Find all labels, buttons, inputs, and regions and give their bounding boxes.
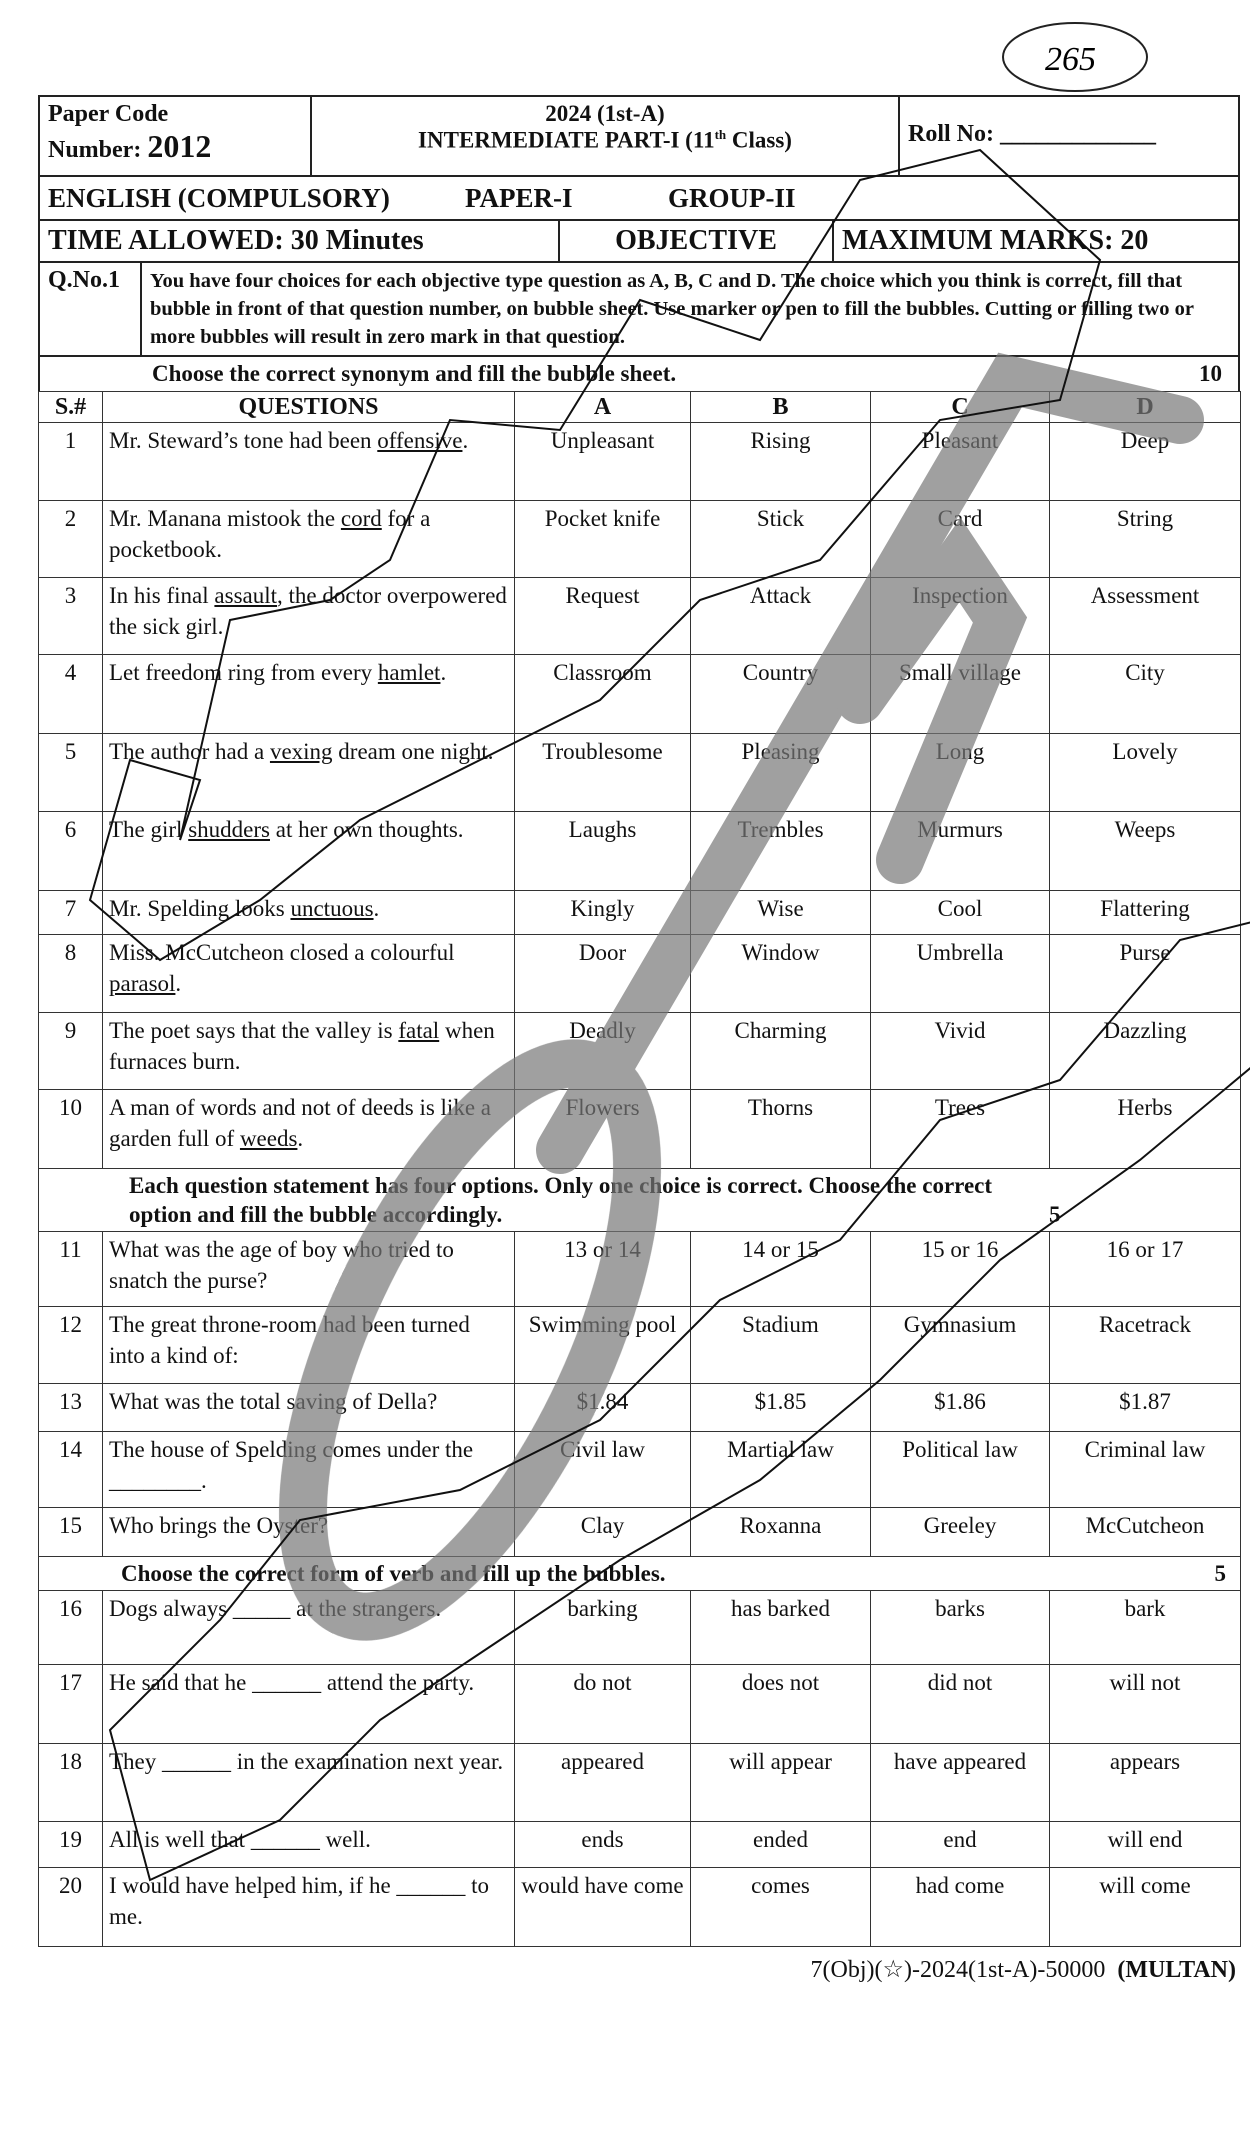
question-number: 20 xyxy=(39,1868,103,1947)
question-number: 19 xyxy=(39,1822,103,1868)
section-marks: 5 xyxy=(1214,1561,1226,1586)
option-a: Deadly xyxy=(515,1013,691,1090)
option-c: Vivid xyxy=(871,1013,1050,1090)
underlined-word: cord xyxy=(340,506,382,531)
option-d: Weeps xyxy=(1050,812,1241,891)
question-row xyxy=(39,1432,1241,1508)
section-marks: 10 xyxy=(1199,361,1222,386)
question-number: 11 xyxy=(39,1232,103,1307)
option-b: 14 or 15 xyxy=(691,1232,871,1307)
option-b: Stadium xyxy=(691,1307,871,1384)
column-header: S.# xyxy=(39,392,103,423)
paper-number: 2012 xyxy=(147,128,212,164)
section-1-heading xyxy=(38,355,1240,391)
option-a: Door xyxy=(515,935,691,1013)
column-header: C xyxy=(871,392,1050,423)
underlined-word: unctuous xyxy=(290,896,374,921)
option-d: Criminal law xyxy=(1050,1432,1241,1508)
option-a: Civil law xyxy=(515,1432,691,1508)
question-text: The author had a vexing dream one night. xyxy=(103,734,515,812)
option-b: Roxanna xyxy=(691,1508,871,1557)
option-d: $1.87 xyxy=(1050,1384,1241,1432)
option-a: 13 or 14 xyxy=(515,1232,691,1307)
option-d: Purse xyxy=(1050,935,1241,1013)
option-d: Assessment xyxy=(1050,578,1241,655)
instructions-text: You have four choices for each objective type question as A, B, C and D. The choice which you think is correct, fill that bubble in front of that question number, on bubble sheet. Use marker or pen to fill the bubbles. Cutting or filling two or more bubbles will result in zero mark in that question. xyxy=(140,263,1238,355)
question-text: Let freedom ring from every hamlet. xyxy=(103,655,515,734)
question-row xyxy=(39,1868,1241,1947)
question-number: 6 xyxy=(39,812,103,891)
option-c: Cool xyxy=(871,891,1050,935)
option-a: Swimming pool xyxy=(515,1307,691,1384)
option-a: would have come xyxy=(515,1868,691,1947)
question-text: Mr. Manana mistook the cord for a pocketbook. xyxy=(103,501,515,578)
option-c: Card xyxy=(871,501,1050,578)
underlined-word: vexing xyxy=(269,739,333,764)
option-a: Pocket knife xyxy=(515,501,691,578)
section-marks: 5 xyxy=(1049,1202,1061,1227)
question-row xyxy=(39,655,1241,734)
option-a: Clay xyxy=(515,1508,691,1557)
question-number: 13 xyxy=(39,1384,103,1432)
question-text: The house of Spelding comes under the ________. xyxy=(103,1432,515,1508)
option-b: Martial law xyxy=(691,1432,871,1508)
option-a: Laughs xyxy=(515,812,691,891)
option-c: Small village xyxy=(871,655,1050,734)
section-title: Choose the correct form of verb and fill up the bubbles. xyxy=(121,1561,666,1586)
option-c: 15 or 16 xyxy=(871,1232,1050,1307)
question-row xyxy=(39,1013,1241,1090)
question-row xyxy=(39,1665,1241,1744)
option-c: Gymnasium xyxy=(871,1307,1050,1384)
column-header: D xyxy=(1050,392,1241,423)
column-header: B xyxy=(691,392,871,423)
paper-code-label: Paper Code xyxy=(48,101,169,127)
option-c: have appeared xyxy=(871,1744,1050,1822)
option-b: Stick xyxy=(691,501,871,578)
instructions-row xyxy=(38,261,1240,355)
question-text: Who brings the Oyster? xyxy=(103,1508,515,1557)
option-a: Flowers xyxy=(515,1090,691,1169)
question-row xyxy=(39,1307,1241,1384)
question-number: 5 xyxy=(39,734,103,812)
option-c: Inspection xyxy=(871,578,1050,655)
question-number: 10 xyxy=(39,1090,103,1169)
underlined-word: offensive xyxy=(377,428,463,453)
section-title: Each question statement has four options. Only one choice is correct. Choose the correct option and fill the bubble accordingly. xyxy=(129,1173,993,1227)
option-b: will appear xyxy=(691,1744,871,1822)
option-c: Political law xyxy=(871,1432,1050,1508)
time-row xyxy=(38,219,1240,261)
option-d: Lovely xyxy=(1050,734,1241,812)
question-row xyxy=(39,734,1241,812)
option-b: ended xyxy=(691,1822,871,1868)
option-a: Unpleasant xyxy=(515,423,691,501)
option-b: Country xyxy=(691,655,871,734)
option-a: Request xyxy=(515,578,691,655)
question-row xyxy=(39,935,1241,1013)
option-b: does not xyxy=(691,1665,871,1744)
option-c: end xyxy=(871,1822,1050,1868)
question-text: He said that he ______ attend the party. xyxy=(103,1665,515,1744)
question-text: Miss. McCutcheon closed a colourful parasol. xyxy=(103,935,515,1013)
option-a: $1.84 xyxy=(515,1384,691,1432)
paper-label: PAPER-I xyxy=(465,182,573,213)
question-number: 9 xyxy=(39,1013,103,1090)
group-label: GROUP-II xyxy=(668,182,796,213)
question-number: Q.No.1 xyxy=(48,267,120,293)
option-c: had come xyxy=(871,1868,1050,1947)
question-number: 3 xyxy=(39,578,103,655)
question-row xyxy=(39,1508,1241,1557)
underlined-word: hamlet xyxy=(377,660,441,685)
option-d: Flattering xyxy=(1050,891,1241,935)
section-title: Choose the correct synonym and fill the bubble sheet. xyxy=(152,361,677,386)
option-c: Long xyxy=(871,734,1050,812)
question-text: All is well that ______ well. xyxy=(103,1822,515,1868)
question-number: 4 xyxy=(39,655,103,734)
option-a: barking xyxy=(515,1591,691,1665)
option-b: comes xyxy=(691,1868,871,1947)
option-d: bark xyxy=(1050,1591,1241,1665)
option-d: Racetrack xyxy=(1050,1307,1241,1384)
subject-name: ENGLISH (COMPULSORY) xyxy=(48,182,390,213)
question-text: The great throne-room had been turned into a kind of: xyxy=(103,1307,515,1384)
option-b: Rising xyxy=(691,423,871,501)
questions-table xyxy=(38,391,1241,1947)
question-number: 12 xyxy=(39,1307,103,1384)
question-row xyxy=(39,891,1241,935)
option-c: Umbrella xyxy=(871,935,1050,1013)
exam-title: 2024 (1st-A) INTERMEDIATE PART-I (11th Class) xyxy=(310,97,900,175)
question-text: Mr. Steward’s tone had been offensive. xyxy=(103,423,515,501)
option-b: Thorns xyxy=(691,1090,871,1169)
option-a: ends xyxy=(515,1822,691,1868)
option-a: appeared xyxy=(515,1744,691,1822)
question-text: I would have helped him, if he ______ to me. xyxy=(103,1868,515,1947)
question-row xyxy=(39,1591,1241,1665)
option-a: do not xyxy=(515,1665,691,1744)
question-number: 14 xyxy=(39,1432,103,1508)
option-b: Attack xyxy=(691,578,871,655)
option-d: appears xyxy=(1050,1744,1241,1822)
option-b: $1.85 xyxy=(691,1384,871,1432)
question-row xyxy=(39,1232,1241,1307)
underlined-word: fatal xyxy=(398,1018,440,1043)
roll-no-field[interactable]: Roll No: _____________ xyxy=(908,121,1156,147)
handwritten-mark xyxy=(995,15,1165,100)
option-d: McCutcheon xyxy=(1050,1508,1241,1557)
question-number: 1 xyxy=(39,423,103,501)
underlined-word: shudders xyxy=(188,817,270,842)
option-d: City xyxy=(1050,655,1241,734)
question-row xyxy=(39,578,1241,655)
subject-row xyxy=(38,175,1240,219)
option-d: String xyxy=(1050,501,1241,578)
underlined-word: weeds xyxy=(239,1126,298,1151)
question-number: 7 xyxy=(39,891,103,935)
number-label: Number: 2012 xyxy=(48,128,212,164)
option-b: Window xyxy=(691,935,871,1013)
option-d: will end xyxy=(1050,1822,1241,1868)
question-text: A man of words and not of deeds is like a garden full of weeds. xyxy=(103,1090,515,1169)
option-d: will come xyxy=(1050,1868,1241,1947)
objective-label: OBJECTIVE xyxy=(558,221,834,261)
section-heading xyxy=(39,1169,1241,1232)
question-text: In his final assault, the doctor overpowered the sick girl. xyxy=(103,578,515,655)
option-b: Pleasing xyxy=(691,734,871,812)
option-b: Wise xyxy=(691,891,871,935)
option-a: Kingly xyxy=(515,891,691,935)
question-row xyxy=(39,423,1241,501)
question-number: 17 xyxy=(39,1665,103,1744)
option-c: did not xyxy=(871,1665,1050,1744)
question-row xyxy=(39,1090,1241,1169)
question-row xyxy=(39,1744,1241,1822)
option-c: Murmurs xyxy=(871,812,1050,891)
underlined-word: parasol xyxy=(109,971,176,996)
footer-code: 7(Obj)(☆)-2024(1st-A)-50000 (MULTAN) xyxy=(810,1957,1236,1983)
option-d: will not xyxy=(1050,1665,1241,1744)
maximum-marks: MAXIMUM MARKS: 20 xyxy=(842,225,1149,256)
question-number: 8 xyxy=(39,935,103,1013)
option-d: 16 or 17 xyxy=(1050,1232,1241,1307)
option-c: barks xyxy=(871,1591,1050,1665)
question-number: 2 xyxy=(39,501,103,578)
question-text: What was the total saving of Della? xyxy=(103,1384,515,1432)
question-text: Mr. Spelding looks unctuous. xyxy=(103,891,515,935)
option-d: Dazzling xyxy=(1050,1013,1241,1090)
header-row xyxy=(38,95,1240,175)
question-row xyxy=(39,1822,1241,1868)
option-b: Trembles xyxy=(691,812,871,891)
exam-sheet xyxy=(38,95,1240,1984)
question-number: 15 xyxy=(39,1508,103,1557)
section-heading xyxy=(39,1557,1241,1591)
option-b: has barked xyxy=(691,1591,871,1665)
question-text: The girl shudders at her own thoughts. xyxy=(103,812,515,891)
question-text: They ______ in the examination next year. xyxy=(103,1744,515,1822)
option-c: Greeley xyxy=(871,1508,1050,1557)
question-text: The poet says that the valley is fatal when furnaces burn. xyxy=(103,1013,515,1090)
option-d: Deep xyxy=(1050,423,1241,501)
question-text: What was the age of boy who tried to snatch the purse? xyxy=(103,1232,515,1307)
question-row xyxy=(39,501,1241,578)
question-number: 18 xyxy=(39,1744,103,1822)
question-row xyxy=(39,812,1241,891)
option-c: Pleasant xyxy=(871,423,1050,501)
question-number: 16 xyxy=(39,1591,103,1665)
column-header: A xyxy=(515,392,691,423)
underlined-word: assault xyxy=(214,583,278,608)
option-c: $1.86 xyxy=(871,1384,1050,1432)
svg-text:265: 265 xyxy=(1045,41,1096,78)
option-c: Trees xyxy=(871,1090,1050,1169)
time-allowed: TIME ALLOWED: 30 Minutes xyxy=(48,225,424,256)
column-header: QUESTIONS xyxy=(103,392,515,423)
option-a: Troublesome xyxy=(515,734,691,812)
option-a: Classroom xyxy=(515,655,691,734)
option-b: Charming xyxy=(691,1013,871,1090)
option-d: Herbs xyxy=(1050,1090,1241,1169)
question-row xyxy=(39,1384,1241,1432)
question-text: Dogs always _____ at the strangers. xyxy=(103,1591,515,1665)
